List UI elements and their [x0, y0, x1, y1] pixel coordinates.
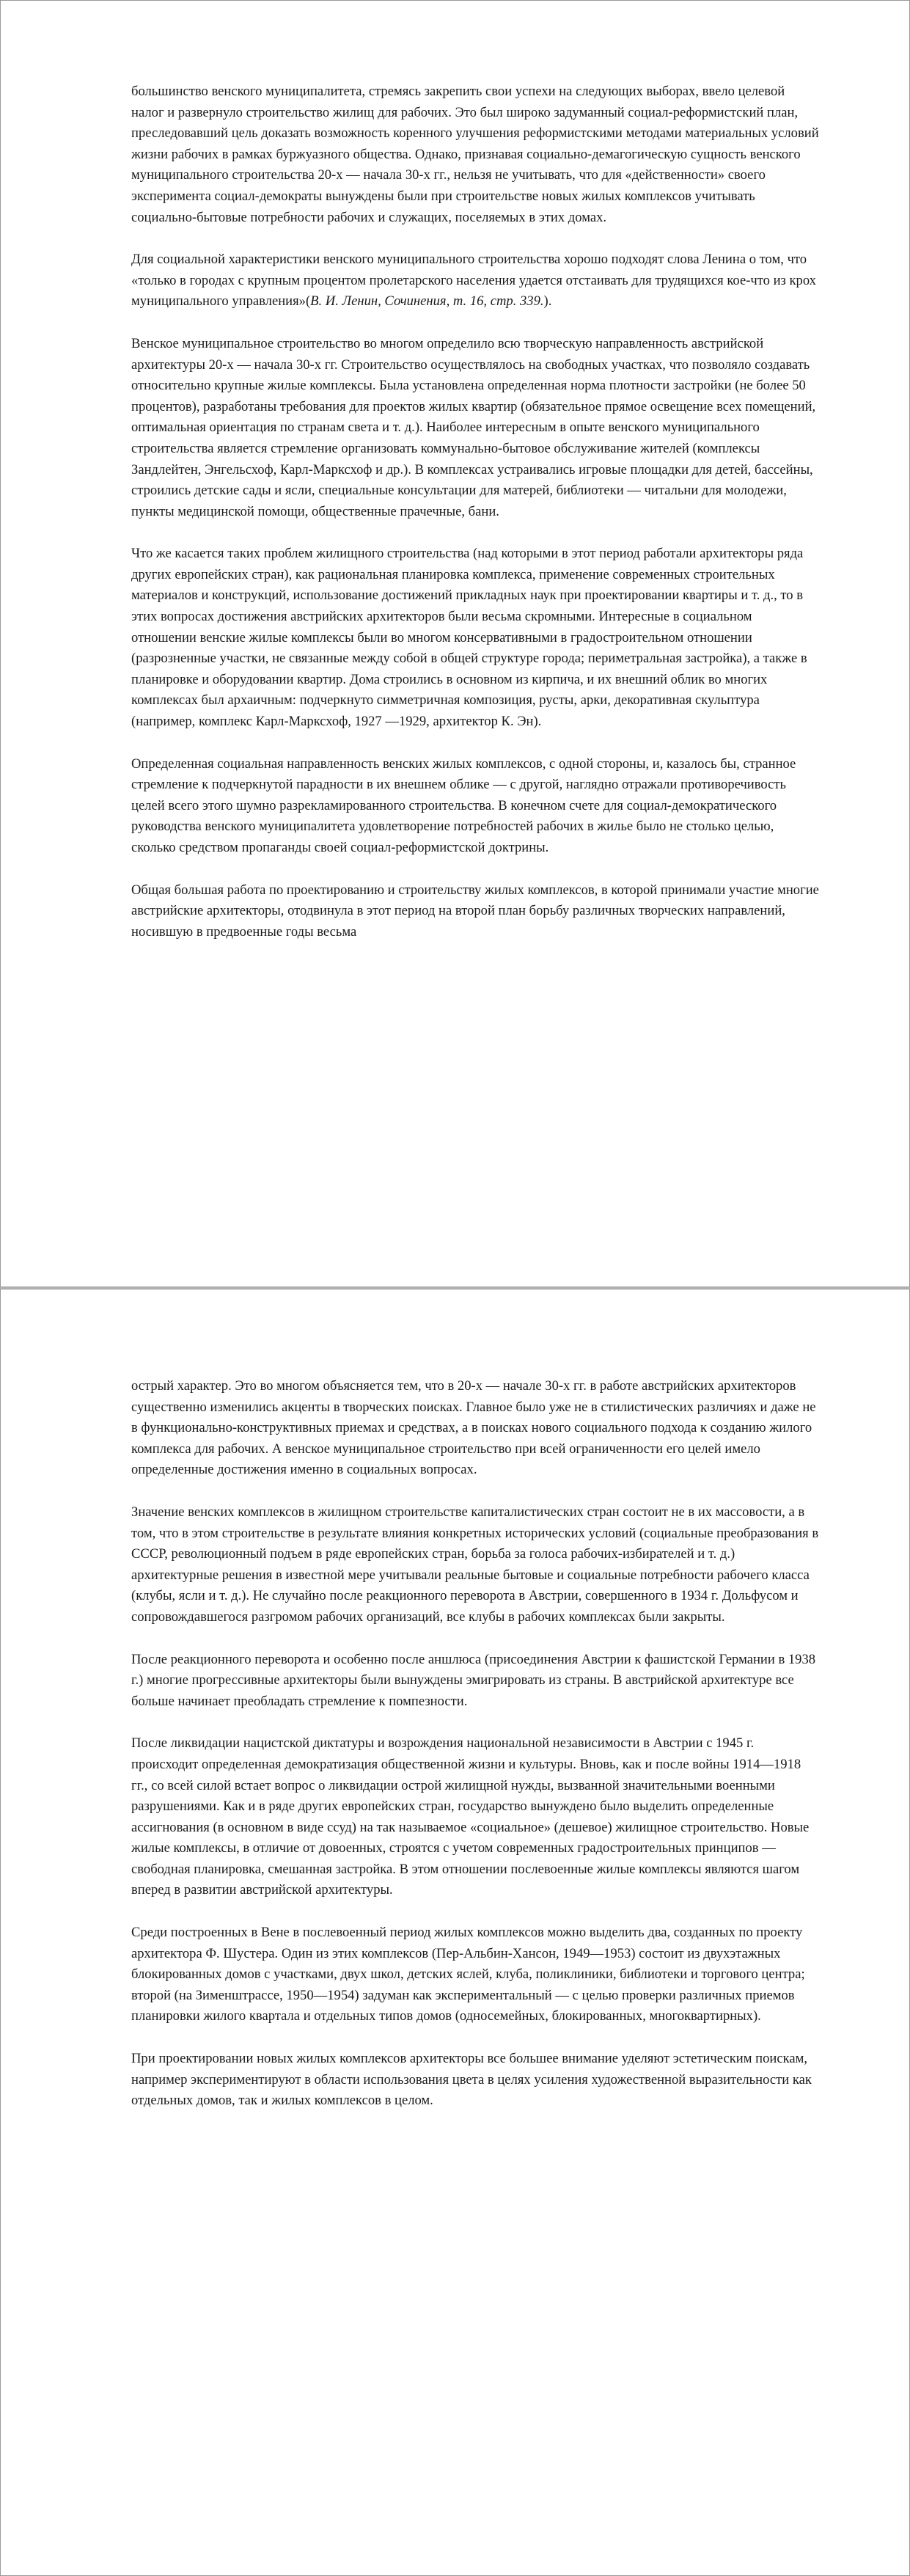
citation-close: ).	[543, 293, 552, 310]
document-page-1	[0, 0, 910, 1287]
paragraph: Что же касается таких проблем жилищного строительства (над которыми в этот период работали архитекторы ряда других европейских стран), как рациональная планировка комплекса, применение современных строительных материалов и конструкций, использование достижений прикладных наук при проектировании квартиры и т. д., то в этих вопросах достижения австрийских архитекторов были весьма скромными. Интересные в социальном отношении венские жилые комплексы были во многом консервативными в градостроительном отношении (разрозненные участки, не связанные между собой в общей структуре города; периметральная застройка), а также в планировке и оборудовании квартир. Дома строились в основном из кирпича, и их внешний облик во многих комплексах был архаичным: подчеркнуто симметричная композиция, русты, арки, декоративная скульптура (например, комплекс Карл-Марксхоф, 1927 —1929, архитектор К. Эн).	[131, 546, 807, 730]
paragraph: острый характер. Это во многом объясняется тем, что в 20-х — начале 30-х гг. в работе австрийских архитекторов существенно изменились акценты в творческих поисках. Главное было уже не в стилистических различиях и даже не в функционально-конструктивных приемах и средствах, а в поисках нового социального подхода к созданию жилого комплекса для рабочих. А венское муниципальное строительство при всей ограниченности его целей имело определенные достижения именно в социальных вопросах.	[131, 1378, 816, 1478]
paragraph: Определенная социальная направленность венских жилых комплексов, с одной стороны, и, казалось бы, странное стремление к подчеркнутой парадности в их внешнем облике — с другой, наглядно отражали противоречивость целей всего этого шумно разрекламированного строительства. В конечном счете для социал-демократического руководства венского муниципалитета удовлетворение потребностей рабочих в жилье было не столько целью, сколько средством пропаганды своей социал-реформистской доктрины.	[131, 755, 796, 855]
paragraph: После ликвидации нацистской диктатуры и возрождения национальной независимости в Австрии с 1945 г. происходит определенная демократизация общественной жизни и культуры. Вновь, как и после войны 1914—1918 гг., со всей силой встает вопрос о ликвидации острой жилищной нужды, вызванной значительными военными разрушениями. Как и в ряде других европейских стран, государство вынуждено было выделить определенные ассигнования (в основном в виде ссуд) на так называемое «социальное» (дешевое) жилищное строительство. Новые жилые комплексы, в отличие от довоенных, строятся с учетом современных градостроительных принципов — свободная планировка, смешанная застройка. В этом отношении послевоенные жилые комплексы являются шагом вперед в развитии австрийской архитектуры.	[131, 1735, 810, 1898]
page-1-text-body	[131, 81, 821, 964]
page-2-text-body	[131, 1376, 821, 2133]
paragraph-with-citation	[131, 249, 821, 312]
lenin-citation: В. И. Ленин, Сочинения, т. 16, стр. 339.	[310, 293, 544, 310]
paragraph: При проектировании новых жилых комплексов архитекторы все большее внимание уделяют эстетическим поискам, например экспериментируют в области использования цвета в целях усиления художественной выразительности как отдельных домов, так и жилых комплексов в целом.	[131, 2051, 812, 2109]
document-page-2	[0, 1289, 910, 2576]
paragraph: большинство венского муниципалитета, стремясь закрепить свои успехи на следующих выборах, ввело целевой налог и развернуло строительство жилищ для рабочих. Это был широко задуманный социал-реформистский план, преследовавший цель доказать возможность коренного улучшения реформистскими методами материальных условий жизни рабочих в рамках буржуазного общества. Однако, признавая социально-демагогическую сущность венского муниципального строительства 20-х — начала 30-х гг., нельзя не учитывать, что для «действенности» своего эксперимента социал-демократы вынуждены были при строительстве новых жилых комплексов учитывать социально-бытовые потребности рабочих и служащих, поселяемых в этих домах.	[131, 84, 819, 225]
paragraph: Среди построенных в Вене в послевоенный период жилых комплексов можно выделить два, созданных по проекту архитектора Ф. Шустера. Один из этих комплексов (Пер-Альбин-Хансон, 1949—1953) состоит из двухэтажных блокированных домов с участками, двух школ, детских яслей, клуба, поликлиники, библиотеки и торгового центра; второй (на Зименштрассе, 1950—1954) задуман как экспериментальный — с целью проверки различных приемов планировки жилого квартала и отдельных типов домов (односемейных, блокированных, многоквартирных).	[131, 1925, 805, 2024]
paragraph-text: Для социальной характеристики венского муниципального строительства хорошо подходят слова Ленина о том, что «только в городах с крупным процентом пролетарского населения удается отстаивать для трудящихся кое-что из крох муниципального управления»(	[131, 252, 816, 310]
paragraph: Венское муниципальное строительство во многом определило всю творческую направленность австрийской архитектуры 20-х — начала 30-х гг. Строительство осуществлялось на свободных участках, что позволяло создавать относительно крупные жилые комплексы. Была установлена определенная норма плотности застройки (не более 50 процентов), разработаны требования для проектов жилых квартир (обязательное прямое освещение всех помещений, оптимальная ориентация по странам света и т. д.). Наиболее интересным в опыте венского муниципального строительства является стремление организовать коммунально-бытовое обслуживание жителей (комплексы Зандлейтен, Энгельсхоф, Карл-Марксхоф и др.). В комплексах устраивались игровые площадки для детей, бассейны, строились детские сады и ясли, специальные консультации для матерей, библиотеки — читальни для молодежи, пункты медицинской помощи, общественные прачечные, бани.	[131, 335, 816, 519]
paragraph: Общая большая работа по проектированию и строительству жилых комплексов, в которой принимали участие многие австрийские архитекторы, отодвинула в этот период на второй план борьбу различных творческих направлений, носившую в предвоенные годы весьма	[131, 882, 819, 940]
paragraph: Значение венских комплексов в жилищном строительстве капиталистических стран состоит не в их массовости, а в том, что в этом строительстве в результате влияния конкретных исторических условий (социальные преобразования в СССР, революционный подъем в ряде европейских стран, борьба за голоса рабочих-избирателей и т. д.) архитектурные решения в известной мере учитывали реальные бытовые и социальные потребности рабочего класса (клубы, ясли и т. д.). Не случайно после реакционного переворота в Австрии, совершенного в 1934 г. Дольфусом и сопровождавшегося разгромом рабочих организаций, все клубы в рабочих комплексах были закрыты.	[131, 1504, 819, 1625]
paragraph: После реакционного переворота и особенно после аншлюса (присоединения Австрии к фашистской Германии в 1938 г.) многие прогрессивные архитекторы были вынуждены эмигрировать из страны. В австрийской архитектуре все больше начинает преобладать стремление к помпезности.	[131, 1651, 816, 1709]
